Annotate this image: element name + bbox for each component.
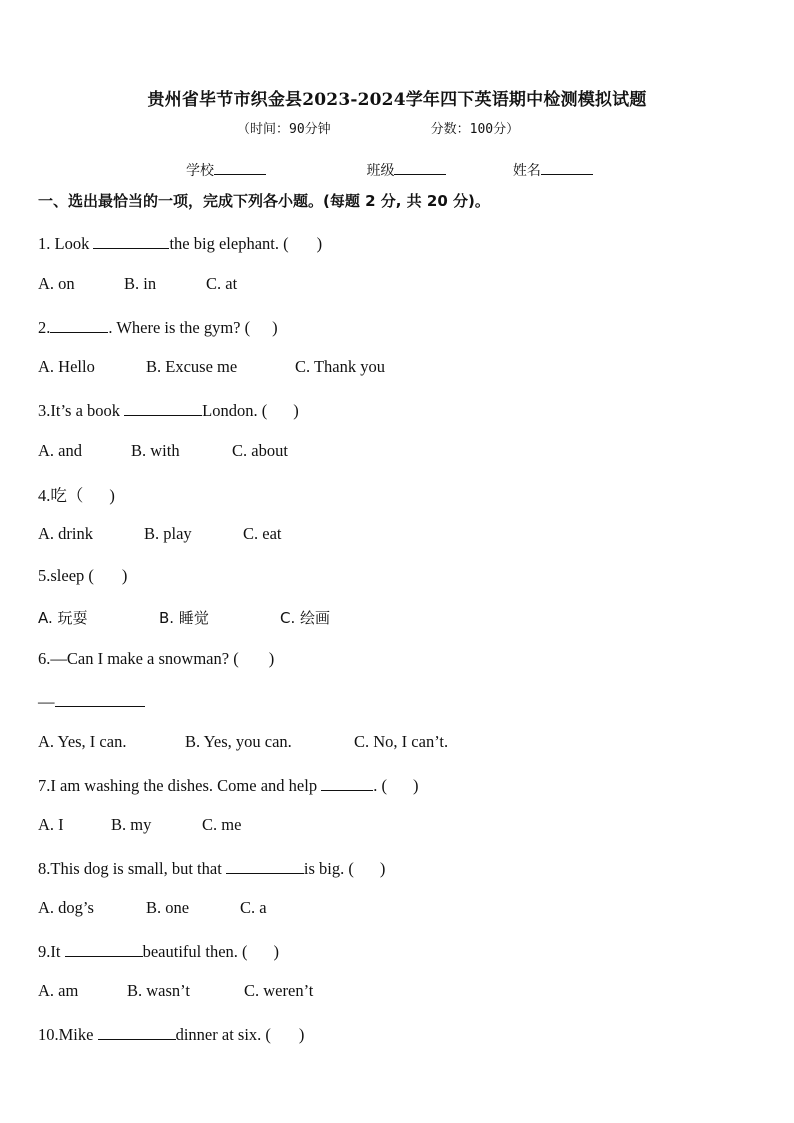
- option-b[interactable]: B. wasn’t: [127, 981, 190, 1000]
- options-6: [38, 732, 448, 752]
- question-5: 5.sleep ( ): [38, 566, 128, 585]
- name-blank[interactable]: [541, 160, 593, 175]
- student-info: [186, 160, 593, 180]
- option-b[interactable]: B. 睡觉: [159, 609, 209, 627]
- school-blank[interactable]: [214, 160, 266, 175]
- option-a[interactable]: A. am: [38, 981, 79, 1000]
- answer-blank[interactable]: [226, 857, 304, 874]
- option-a[interactable]: A. Yes, I can.: [38, 732, 127, 751]
- name-field[interactable]: [513, 160, 593, 180]
- option-a[interactable]: A. dog’s: [38, 898, 94, 917]
- question-10: 10.Mike dinner at six. ( ): [38, 1025, 305, 1044]
- section-heading: 一、选出最恰当的一项，完成下列各小题。(每题 2 分, 共 20 分)。: [38, 192, 490, 210]
- answer-blank[interactable]: [93, 232, 169, 249]
- answer-blank[interactable]: [50, 316, 108, 333]
- option-a[interactable]: A. Hello: [38, 357, 95, 376]
- question-9: 9.It beautiful then. ( ): [38, 942, 280, 961]
- time-limit: （时间：90分钟: [237, 122, 331, 137]
- exam-meta: [237, 118, 794, 137]
- school-label: 学校: [186, 163, 214, 179]
- page-title: 贵州省毕节市织金县2023-2024学年四下英语期中检测模拟试题: [147, 90, 647, 110]
- question-3: 3.It’s a book London. ( ): [38, 401, 299, 420]
- option-a[interactable]: A. and: [38, 441, 82, 460]
- option-c[interactable]: C. about: [232, 441, 288, 460]
- option-b[interactable]: B. play: [144, 524, 192, 543]
- answer-blank[interactable]: [55, 690, 145, 707]
- question-8: 8.This dog is small, but that is big. ( ): [38, 859, 386, 878]
- option-c[interactable]: C. 绘画: [280, 609, 331, 627]
- answer-blank[interactable]: [98, 1023, 176, 1040]
- answer-line-6: —: [38, 690, 145, 712]
- question-1: 1. Look the big elephant. ( ): [38, 234, 323, 253]
- option-a[interactable]: A. I: [38, 815, 64, 834]
- option-b[interactable]: B. Yes, you can.: [185, 732, 292, 751]
- options-1: [38, 274, 237, 294]
- answer-blank[interactable]: [321, 774, 373, 791]
- options-3: [38, 441, 288, 461]
- class-field[interactable]: [366, 160, 446, 180]
- option-c[interactable]: C. me: [202, 815, 242, 834]
- school-field[interactable]: [186, 160, 266, 180]
- option-b[interactable]: B. in: [124, 274, 157, 293]
- option-a[interactable]: A. on: [38, 274, 75, 293]
- options-9: [38, 981, 313, 1001]
- name-label: 姓名: [512, 163, 541, 179]
- question-2: 2. . Where is the gym? ( ): [38, 318, 278, 337]
- answer-blank[interactable]: [65, 940, 143, 957]
- options-7: [38, 815, 241, 835]
- option-c[interactable]: C. eat: [243, 524, 282, 543]
- option-b[interactable]: B. Excuse me: [146, 357, 238, 376]
- option-a[interactable]: A. drink: [38, 524, 93, 543]
- option-b[interactable]: B. my: [111, 815, 152, 834]
- option-c[interactable]: C. a: [240, 898, 267, 917]
- option-c[interactable]: C. weren’t: [244, 981, 314, 1000]
- options-8: [38, 898, 267, 918]
- question-7: 7.I am washing the dishes. Come and help . ( ): [38, 776, 419, 795]
- question-4: 4.吃（ ): [38, 486, 115, 505]
- options-4: [38, 524, 282, 544]
- options-5: [38, 607, 330, 628]
- answer-blank[interactable]: [124, 399, 202, 416]
- option-c[interactable]: C. Thank you: [295, 357, 385, 376]
- class-label: 班级: [366, 163, 395, 179]
- option-b[interactable]: B. with: [131, 441, 180, 460]
- total-score: 分数：100分）: [430, 122, 520, 137]
- option-c[interactable]: C. No, I can’t.: [354, 732, 449, 751]
- option-c[interactable]: C. at: [206, 274, 238, 293]
- option-b[interactable]: B. one: [146, 898, 190, 917]
- question-6: 6.—Can I make a snowman? ( ): [38, 649, 275, 668]
- class-blank[interactable]: [394, 160, 446, 175]
- options-2: [38, 357, 385, 377]
- option-a[interactable]: A. 玩耍: [38, 609, 88, 627]
